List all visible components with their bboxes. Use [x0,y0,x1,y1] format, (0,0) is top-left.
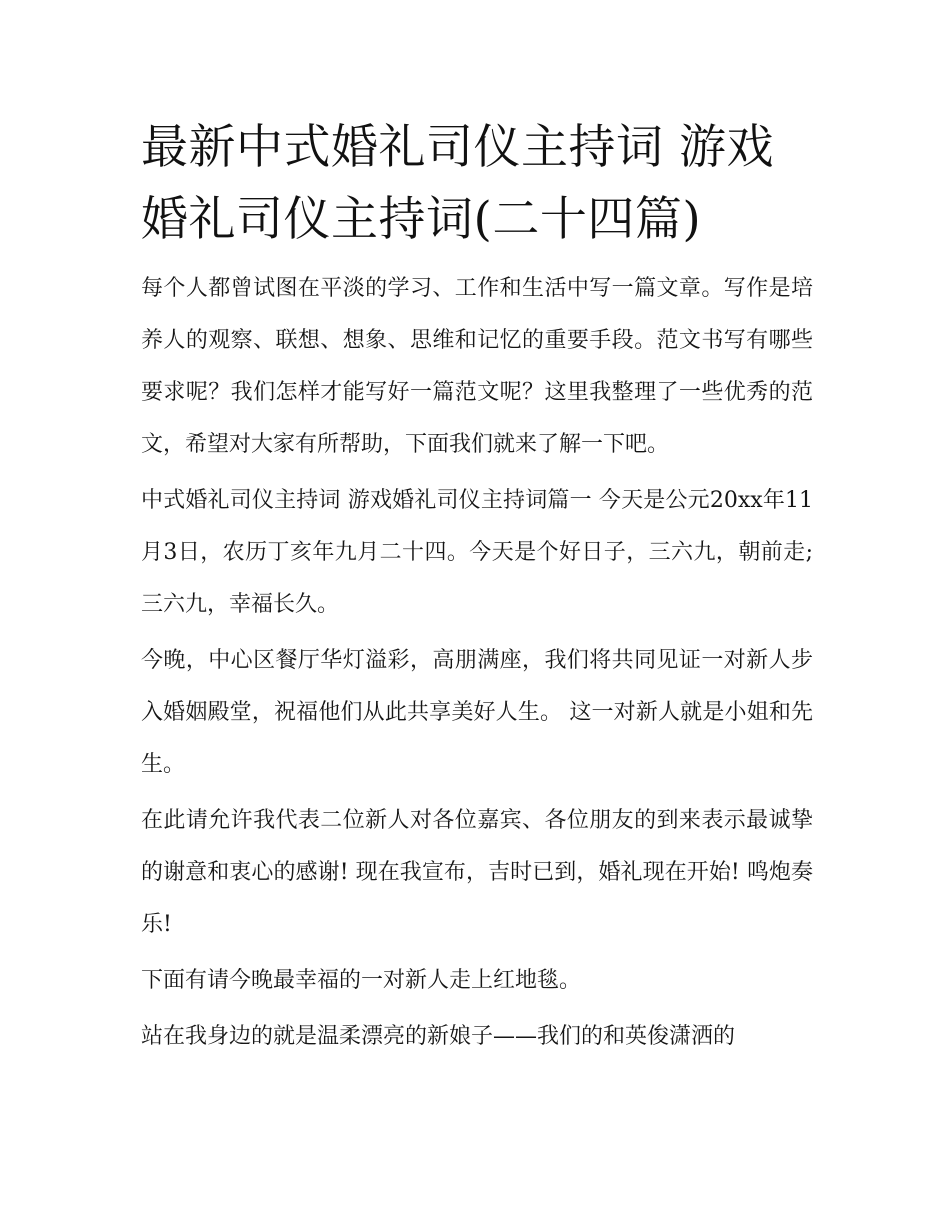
paragraph-thanks: 在此请允许我代表二位新人对各位嘉宾、各位朋友的到来表示最诚挚的谢意和衷心的感谢! 现在我宣布，吉时已到，婚礼现在开始! 鸣炮奏乐! [141,808,813,937]
document-title: 最新中式婚礼司仪主持词 游戏婚礼司仪主持词(二十四篇) [141,120,774,247]
paragraph-intro: 每个人都曾试图在平淡的学习、工作和生活中写一篇文章。写作是培养人的观察、联想、想象、思维和记忆的重要手段。范文书写有哪些要求呢？我们怎样才能写好一篇范文呢？这里我整理了一些优秀的范文，希望对大家有所帮助，下面我们就来了解一下吧。 [141,276,813,457]
paragraph-tonight: 今晚，中心区餐厅华灯溢彩，高朋满座，我们将共同见证一对新人步入婚姻殿堂，祝福他们从此共享美好人生。 这一对新人就是小姐和先生。 [141,648,813,777]
paragraph-date: 中式婚礼司仪主持词 游戏婚礼司仪主持词篇一 今天是公元20xx年11月3日，农历丁亥年九月二十四。今天是个好日子，三六九，朝前走;三六九，幸福长久。 [141,488,813,617]
paragraph-bride: 站在我身边的就是温柔漂亮的新娘子——我们的和英俊潇洒的 [141,1024,736,1049]
paragraph-red-carpet: 下面有请今晚最幸福的一对新人走上红地毯。 [141,968,582,993]
document-content [141,112,813,1067]
document-body [141,263,813,1063]
